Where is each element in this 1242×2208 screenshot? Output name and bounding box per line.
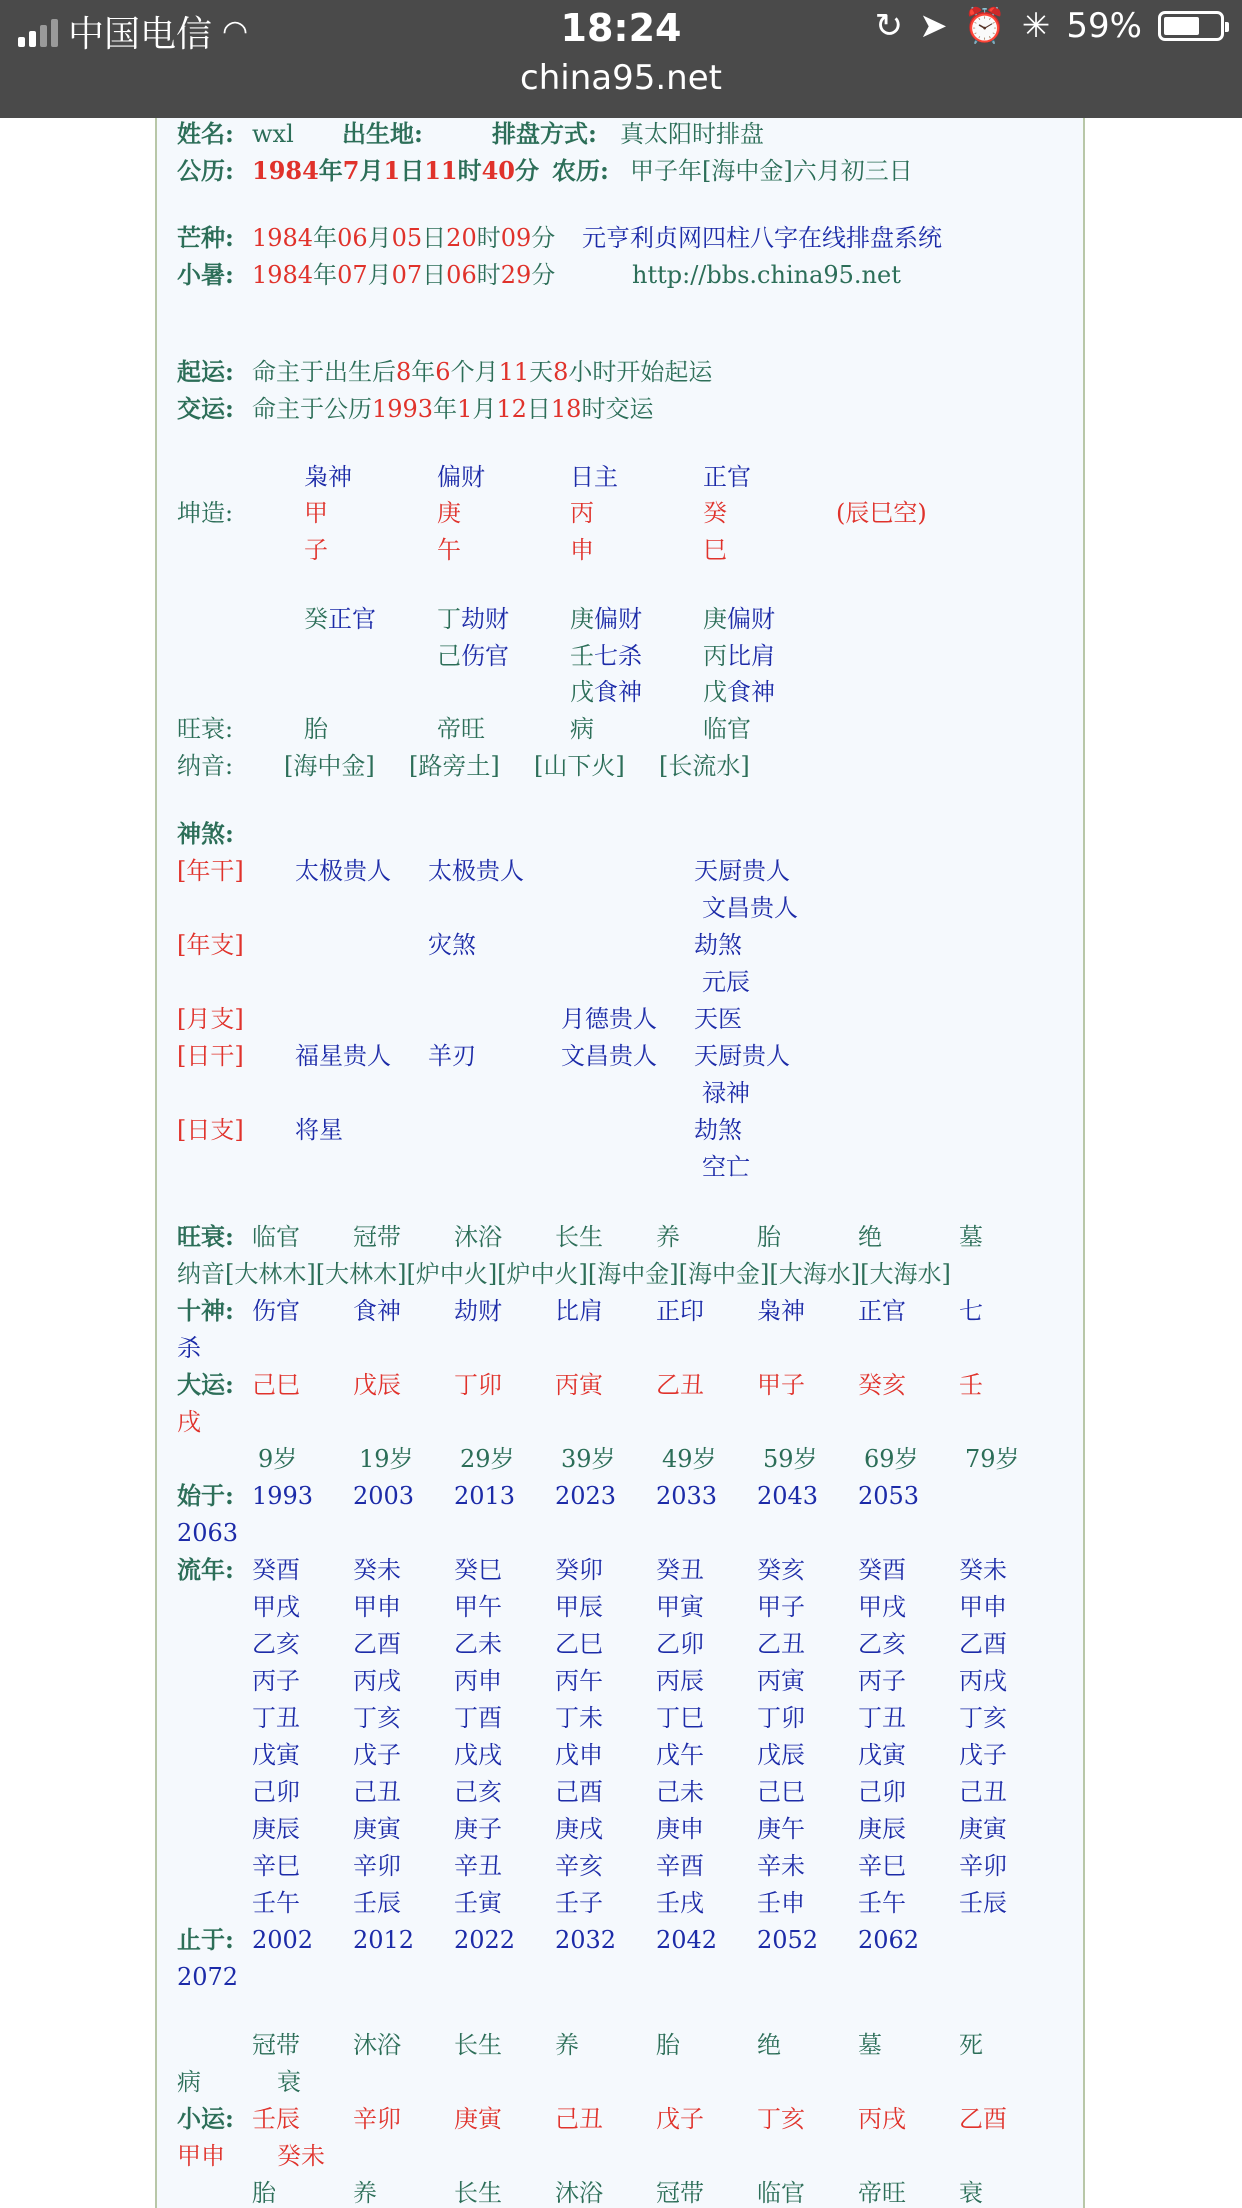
liunian-cell: 甲辰 xyxy=(555,1593,603,1621)
shensha-item: 太极贵人 xyxy=(428,857,524,885)
liunian-cell: 癸丑 xyxy=(656,1556,704,1584)
dayun-ws: 临官 xyxy=(252,1223,300,1251)
liunian-cell: 癸酉 xyxy=(858,1556,906,1584)
start-label: 始于: xyxy=(177,1481,234,1510)
liunian-cell: 壬辰 xyxy=(959,1889,1007,1917)
end-year: 2062 xyxy=(858,1926,920,1954)
xiaoyun-ws: 墓 xyxy=(858,2031,882,2059)
liunian-cell: 丁卯 xyxy=(757,1704,805,1732)
liunian-cell: 癸未 xyxy=(959,1556,1007,1584)
dayun-ss-wrap: 杀 xyxy=(177,1334,201,1362)
liunian-cell: 甲寅 xyxy=(656,1593,704,1621)
pillar-stem: 甲 xyxy=(304,499,328,527)
liunian-cell: 丙戌 xyxy=(353,1667,401,1695)
liunian-cell: 丙戌 xyxy=(959,1667,1007,1695)
xiaoyun-ws: 长生 xyxy=(454,2031,502,2059)
liunian-cell: 壬午 xyxy=(858,1889,906,1917)
dayun-ws: 胎 xyxy=(757,1223,781,1251)
xiaoyun-pillar-wrap: 癸未 xyxy=(277,2142,325,2170)
liunian-cell: 己卯 xyxy=(858,1778,906,1806)
xiaoyun-pillar: 壬辰 xyxy=(252,2105,300,2133)
liunian-cell: 己丑 xyxy=(959,1778,1007,1806)
xiaoyun-ws: 死 xyxy=(959,2031,983,2059)
dayun-age: 29岁 xyxy=(460,1445,515,1473)
liunian-cell: 丙申 xyxy=(454,1667,502,1695)
bluetooth-icon: ✳ xyxy=(1021,6,1051,46)
xiaoyun-ws: 沐浴 xyxy=(353,2031,401,2059)
dayun-ws: 冠带 xyxy=(353,1223,401,1251)
liunian-cell: 庚午 xyxy=(757,1815,805,1843)
liunian-cell: 庚辰 xyxy=(858,1815,906,1843)
start-year: 2013 xyxy=(454,1482,516,1510)
liunian-cell: 庚申 xyxy=(656,1815,704,1843)
shensha-item: 灾煞 xyxy=(428,931,476,959)
system-name: 元亨利贞网四柱八字在线排盘系统 xyxy=(582,224,942,252)
xiaoyun-pillar: 丙戌 xyxy=(858,2105,906,2133)
liunian-cell: 乙酉 xyxy=(353,1630,401,1658)
birthplace-label: 出生地: xyxy=(342,119,423,148)
mangzhong-date: 1984年06月05日20时09分 xyxy=(252,224,556,252)
solar-label: 公历: xyxy=(177,156,234,185)
liunian-cell: 己未 xyxy=(656,1778,704,1806)
liunian-cell: 己巳 xyxy=(757,1778,805,1806)
name-label: 姓名: xyxy=(177,119,234,148)
xiaoyun-ws2: 冠带 xyxy=(656,2179,704,2207)
liunian-cell: 壬午 xyxy=(252,1889,300,1917)
liunian-cell: 乙巳 xyxy=(555,1630,603,1658)
carrier: 中国电信 xyxy=(68,14,213,55)
end-year: 2002 xyxy=(252,1926,314,1954)
qiyun-label: 起运: xyxy=(177,357,234,386)
dayun-pillar: 己巳 xyxy=(252,1371,300,1399)
xiaoyun-ws-wrap: 病 xyxy=(177,2068,201,2096)
pillar-branch: 申 xyxy=(570,536,594,564)
xiaoyun-ws2: 胎 xyxy=(252,2179,276,2207)
dayun-ss: 七 xyxy=(959,1297,983,1325)
dayun-ws: 养 xyxy=(656,1223,680,1251)
shensha-item: 禄神 xyxy=(702,1079,750,1107)
start-year: 2053 xyxy=(858,1482,920,1510)
dayun-ws: 长生 xyxy=(555,1223,603,1251)
xiaoyun-ws2: 衰 xyxy=(959,2179,983,2207)
start-year: 2023 xyxy=(555,1482,617,1510)
end-year-wrap: 2072 xyxy=(177,1963,239,1991)
shensha-item: 天医 xyxy=(694,1005,742,1033)
xiaoyun-pillar: 庚寅 xyxy=(454,2105,502,2133)
pillar-god: 偏财 xyxy=(437,463,485,491)
liunian-cell: 己亥 xyxy=(454,1778,502,1806)
xiaoyun-ws2: 长生 xyxy=(454,2179,502,2207)
liunian-cell: 戊戌 xyxy=(454,1741,502,1769)
dayun-pillar: 丙寅 xyxy=(555,1371,603,1399)
liunian-cell: 癸酉 xyxy=(252,1556,300,1584)
status-right xyxy=(875,6,1224,46)
dayun-age: 59岁 xyxy=(763,1445,818,1473)
xiaoyun-pillar: 丁亥 xyxy=(757,2105,805,2133)
dayun-nayin-line: 纳音[大林木][大林木][炉中火][炉中火][海中金][海中金][大海水][大海水] xyxy=(177,1260,951,1288)
liunian-cell: 己卯 xyxy=(252,1778,300,1806)
hidden-stem: 丁劫财 xyxy=(437,605,509,633)
shensha-row-label: [日支] xyxy=(177,1116,244,1144)
liunian-cell: 庚子 xyxy=(454,1815,502,1843)
liunian-cell: 乙卯 xyxy=(656,1630,704,1658)
dayun-ws: 沐浴 xyxy=(454,1223,502,1251)
start-year: 1993 xyxy=(252,1482,314,1510)
shensha-item: 文昌贵人 xyxy=(561,1042,657,1070)
liunian-cell: 己丑 xyxy=(353,1778,401,1806)
shensha-item: 劫煞 xyxy=(694,1116,742,1144)
liunian-cell: 戊申 xyxy=(555,1741,603,1769)
dayun-ss: 枭神 xyxy=(757,1297,805,1325)
liunian-cell: 戊寅 xyxy=(252,1741,300,1769)
address-bar-url[interactable]: china95.net xyxy=(520,58,722,98)
liunian-cell: 戊辰 xyxy=(757,1741,805,1769)
liunian-cell: 甲午 xyxy=(454,1593,502,1621)
shensha-item: 天厨贵人 xyxy=(694,857,790,885)
liunian-cell: 辛亥 xyxy=(555,1852,603,1880)
liunian-cell: 甲子 xyxy=(757,1593,805,1621)
liunian-cell: 癸未 xyxy=(353,1556,401,1584)
liunian-cell: 辛丑 xyxy=(454,1852,502,1880)
pillar-god: 正官 xyxy=(703,463,751,491)
xiaoyun-ws2: 帝旺 xyxy=(858,2179,906,2207)
dayun-ws: 墓 xyxy=(959,1223,983,1251)
liunian-cell: 丁亥 xyxy=(353,1704,401,1732)
liunian-cell: 辛未 xyxy=(757,1852,805,1880)
dayun-age: 19岁 xyxy=(359,1445,414,1473)
liunian-cell: 壬戌 xyxy=(656,1889,704,1917)
method-label: 排盘方式: xyxy=(492,119,597,148)
battery-percent: 59% xyxy=(1066,6,1142,46)
liunian-cell: 丁丑 xyxy=(858,1704,906,1732)
xiaoyun-pillar-wrap: 甲申 xyxy=(177,2142,225,2170)
liunian-cell: 癸亥 xyxy=(757,1556,805,1584)
dayun-pillar: 戊辰 xyxy=(353,1371,401,1399)
liunian-cell: 壬辰 xyxy=(353,1889,401,1917)
start-year: 2003 xyxy=(353,1482,415,1510)
jiaoyun-text: 命主于公历1993年1月12日18时交运 xyxy=(252,395,654,423)
liunian-cell: 丁酉 xyxy=(454,1704,502,1732)
hidden-stem: 戊食神 xyxy=(703,678,775,706)
empty-note: (辰巳空) xyxy=(836,499,927,527)
shensha-item: 羊刃 xyxy=(428,1042,476,1070)
xiaoyun-ws: 冠带 xyxy=(252,2031,300,2059)
liunian-cell: 乙亥 xyxy=(252,1630,300,1658)
liunian-cell: 丙子 xyxy=(858,1667,906,1695)
xiaoyun-pillar: 乙酉 xyxy=(959,2105,1007,2133)
pillar-god: 日主 xyxy=(570,463,618,491)
liunian-label: 流年: xyxy=(177,1555,234,1584)
shensha-item: 将星 xyxy=(295,1116,343,1144)
solar-date: 1984年7月1日11时40分 xyxy=(252,156,540,185)
end-year: 2032 xyxy=(555,1926,617,1954)
kunzao-label: 坤造: xyxy=(177,499,234,527)
liunian-cell: 庚寅 xyxy=(353,1815,401,1843)
liunian-cell: 甲戌 xyxy=(858,1593,906,1621)
dayun-pillar: 乙丑 xyxy=(656,1371,704,1399)
alarm-icon: ⏰ xyxy=(963,6,1006,46)
xiaoyun-ws: 胎 xyxy=(656,2031,680,2059)
qiyun-text: 命主于出生后8年6个月11天8小时开始起运 xyxy=(252,358,713,386)
dayun-pillar-wrap: 戌 xyxy=(177,1408,201,1436)
liunian-cell: 丙午 xyxy=(555,1667,603,1695)
dayun-age: 69岁 xyxy=(864,1445,919,1473)
site-url-link[interactable]: http://bbs.china95.net xyxy=(632,261,901,289)
dayun-ss: 食神 xyxy=(353,1297,401,1325)
hidden-stem: 癸正官 xyxy=(304,605,376,633)
battery-icon xyxy=(1158,11,1224,41)
pillar-branch: 午 xyxy=(437,536,461,564)
shensha-title: 神煞: xyxy=(177,819,234,848)
xiaoyun-ws: 养 xyxy=(555,2031,579,2059)
hidden-stem: 己伤官 xyxy=(437,642,509,670)
liunian-cell: 壬申 xyxy=(757,1889,805,1917)
shensha-item: 空亡 xyxy=(702,1153,750,1181)
dayun-ss: 正印 xyxy=(656,1297,704,1325)
start-year: 2043 xyxy=(757,1482,819,1510)
dayun-ss: 劫财 xyxy=(454,1297,502,1325)
end-year: 2012 xyxy=(353,1926,415,1954)
liunian-cell: 庚寅 xyxy=(959,1815,1007,1843)
pillar-stem: 庚 xyxy=(437,499,461,527)
shensha-item: 月德贵人 xyxy=(561,1005,657,1033)
wangshuai-value: 临官 xyxy=(703,715,751,743)
nayin-label: 纳音: xyxy=(177,752,234,780)
end-year: 2042 xyxy=(656,1926,718,1954)
liunian-cell: 辛卯 xyxy=(353,1852,401,1880)
xiaoyun-pillar: 辛卯 xyxy=(353,2105,401,2133)
dayun-ws-label: 旺衰: xyxy=(177,1222,234,1251)
status-bar xyxy=(0,0,1242,118)
xiaoshu-label: 小暑: xyxy=(177,260,234,289)
xiaoyun-ws2: 临官 xyxy=(757,2179,805,2207)
hidden-stem: 丙比肩 xyxy=(703,642,775,670)
xiaoyun-ws2: 养 xyxy=(353,2179,377,2207)
xiaoyun-ws: 绝 xyxy=(757,2031,781,2059)
xiaoyun-pillar: 己丑 xyxy=(555,2105,603,2133)
pillar-branch: 巳 xyxy=(703,536,727,564)
liunian-cell: 甲申 xyxy=(959,1593,1007,1621)
name-value: wxl xyxy=(252,120,294,148)
nayin-value: [路旁土] xyxy=(409,752,500,780)
liunian-cell: 乙未 xyxy=(454,1630,502,1658)
shensha-item: 元辰 xyxy=(702,968,750,996)
shensha-item: 太极贵人 xyxy=(295,857,391,885)
liunian-cell: 辛酉 xyxy=(656,1852,704,1880)
shensha-row-label: [月支] xyxy=(177,1005,244,1033)
liunian-cell: 丁巳 xyxy=(656,1704,704,1732)
pillar-branch: 子 xyxy=(304,536,328,564)
dayun-ws: 绝 xyxy=(858,1223,882,1251)
hidden-stem: 戊食神 xyxy=(570,678,642,706)
wangshuai-value: 胎 xyxy=(304,715,328,743)
liunian-cell: 丁丑 xyxy=(252,1704,300,1732)
lunar-label: 农历: xyxy=(552,156,609,185)
nayin-value: [长流水] xyxy=(659,752,750,780)
liunian-cell: 戊子 xyxy=(353,1741,401,1769)
dayun-age: 49岁 xyxy=(662,1445,717,1473)
xiaoshu-date: 1984年07月07日06时29分 xyxy=(252,261,556,289)
nayin-value: [山下火] xyxy=(534,752,625,780)
shensha-row-label: [年支] xyxy=(177,931,244,959)
liunian-cell: 甲戌 xyxy=(252,1593,300,1621)
liunian-cell: 己酉 xyxy=(555,1778,603,1806)
liunian-cell: 癸卯 xyxy=(555,1556,603,1584)
xiaoyun-ws2: 沐浴 xyxy=(555,2179,603,2207)
dayun-pillar: 癸亥 xyxy=(858,1371,906,1399)
jiaoyun-label: 交运: xyxy=(177,394,234,423)
dayun-ss-label: 十神: xyxy=(177,1296,234,1325)
xiaoyun-ws-wrap: 衰 xyxy=(277,2068,301,2096)
shensha-row-label: [日干] xyxy=(177,1042,244,1070)
wifi-icon: ◠ xyxy=(222,14,249,49)
mangzhong-label: 芒种: xyxy=(177,223,234,252)
hidden-stem: 庚偏财 xyxy=(703,605,775,633)
liunian-cell: 庚辰 xyxy=(252,1815,300,1843)
liunian-cell: 戊寅 xyxy=(858,1741,906,1769)
liunian-cell: 辛巳 xyxy=(858,1852,906,1880)
wangshuai-label: 旺衰: xyxy=(177,715,234,743)
liunian-cell: 辛巳 xyxy=(252,1852,300,1880)
shensha-item: 天厨贵人 xyxy=(694,1042,790,1070)
liunian-cell: 甲申 xyxy=(353,1593,401,1621)
liunian-cell: 庚戌 xyxy=(555,1815,603,1843)
liunian-cell: 壬子 xyxy=(555,1889,603,1917)
liunian-cell: 丙寅 xyxy=(757,1667,805,1695)
wangshuai-value: 帝旺 xyxy=(437,715,485,743)
dayun-label: 大运: xyxy=(177,1370,234,1399)
pillar-god: 枭神 xyxy=(304,463,352,491)
rotation-lock-icon: ↻ xyxy=(874,6,904,46)
hidden-stem: 庚偏财 xyxy=(570,605,642,633)
method-value: 真太阳时排盘 xyxy=(620,120,764,148)
end-year: 2052 xyxy=(757,1926,819,1954)
liunian-cell: 壬寅 xyxy=(454,1889,502,1917)
liunian-cell: 戊午 xyxy=(656,1741,704,1769)
liunian-cell: 癸巳 xyxy=(454,1556,502,1584)
dayun-age: 79岁 xyxy=(965,1445,1020,1473)
xiaoyun-label: 小运: xyxy=(177,2104,234,2133)
hidden-stem: 壬七杀 xyxy=(570,642,642,670)
liunian-cell: 辛卯 xyxy=(959,1852,1007,1880)
shensha-item: 福星贵人 xyxy=(295,1042,391,1070)
end-label: 止于: xyxy=(177,1925,234,1954)
liunian-cell: 丙辰 xyxy=(656,1667,704,1695)
liunian-cell: 乙酉 xyxy=(959,1630,1007,1658)
dayun-pillar: 丁卯 xyxy=(454,1371,502,1399)
pillar-stem: 丙 xyxy=(570,499,594,527)
location-icon: ➤ xyxy=(919,6,948,46)
start-year-wrap: 2063 xyxy=(177,1519,239,1547)
dayun-ss: 正官 xyxy=(858,1297,906,1325)
nayin-value: [海中金] xyxy=(284,752,375,780)
liunian-cell: 丁未 xyxy=(555,1704,603,1732)
dayun-age: 9岁 xyxy=(258,1445,298,1473)
dayun-ss: 伤官 xyxy=(252,1297,300,1325)
lunar-value: 甲子年[海中金]六月初三日 xyxy=(630,157,913,185)
pillar-stem: 癸 xyxy=(703,499,727,527)
xiaoyun-pillar: 戊子 xyxy=(656,2105,704,2133)
status-time: 18:24 xyxy=(560,6,682,50)
dayun-pillar: 壬 xyxy=(959,1371,983,1399)
shensha-item: 文昌贵人 xyxy=(702,894,798,922)
liunian-cell: 戊子 xyxy=(959,1741,1007,1769)
dayun-ss: 比肩 xyxy=(555,1297,603,1325)
dayun-pillar: 甲子 xyxy=(757,1371,805,1399)
start-year: 2033 xyxy=(656,1482,718,1510)
page-content xyxy=(155,118,1085,2208)
end-year: 2022 xyxy=(454,1926,516,1954)
liunian-cell: 乙亥 xyxy=(858,1630,906,1658)
dayun-age: 39岁 xyxy=(561,1445,616,1473)
shensha-item: 劫煞 xyxy=(694,931,742,959)
shensha-row-label: [年干] xyxy=(177,857,244,885)
liunian-cell: 乙丑 xyxy=(757,1630,805,1658)
wangshuai-value: 病 xyxy=(570,715,594,743)
liunian-cell: 丁亥 xyxy=(959,1704,1007,1732)
liunian-cell: 丙子 xyxy=(252,1667,300,1695)
